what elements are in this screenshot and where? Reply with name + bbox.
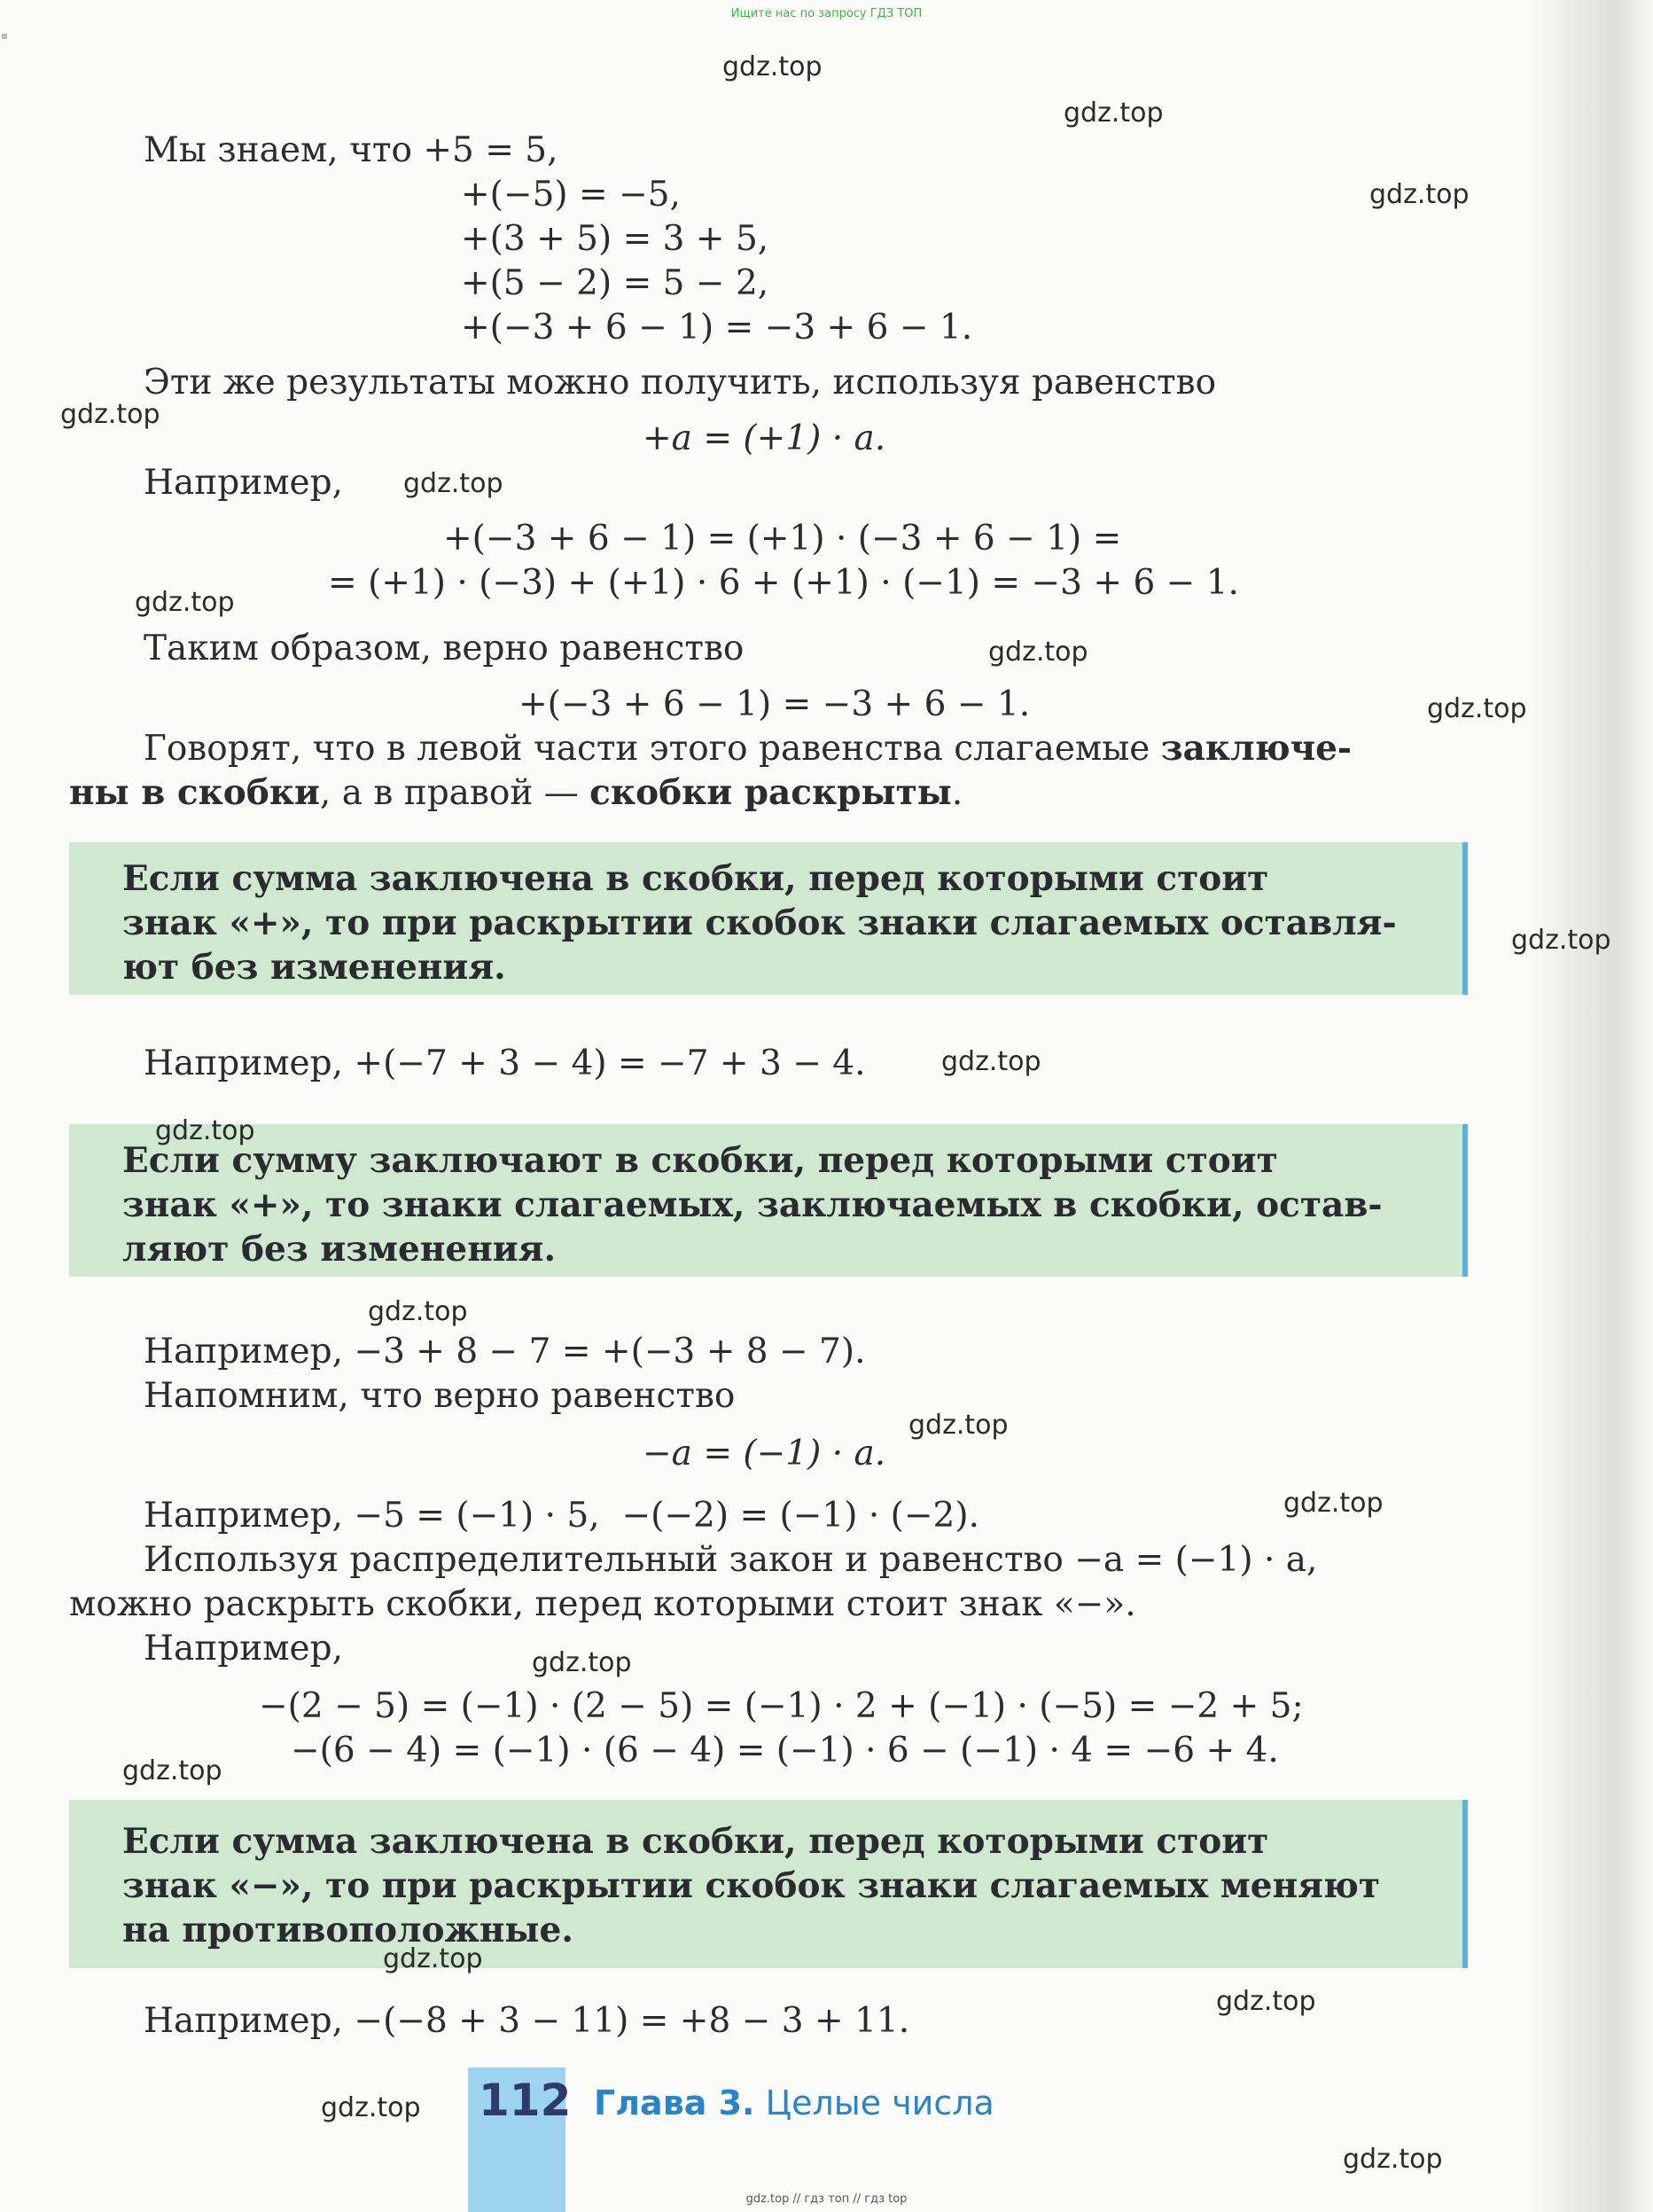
watermark: gdz.top: [122, 1755, 222, 1786]
watermark: gdz.top: [941, 1046, 1041, 1077]
bold-term: скобки раскрыты: [589, 772, 952, 813]
bottom-banner: gdz.top // гдз топ // гдз top: [745, 2192, 908, 2206]
rule-line: знак «+», то знаки слагаемых, заключаемых в скобки, остав-: [122, 1184, 1383, 1225]
text-line: Используя распределительный закон и равенство −a = (−1) · a,: [144, 1540, 1318, 1580]
rule-line: Если сумму заключают в скобки, перед которыми стоит: [122, 1140, 1278, 1181]
formula: −a = (−1) · a.: [643, 1434, 886, 1473]
watermark: gdz.top: [532, 1647, 632, 1678]
formula: +(−3 + 6 − 1) = (+1) · (−3 + 6 − 1) =: [443, 519, 1122, 559]
watermark: gdz.top: [135, 587, 235, 618]
text-span: , а в правой —: [319, 773, 590, 813]
text-line: Эти же результаты можно получить, используя равенство: [144, 363, 1217, 403]
text-line: Напомним, что верно равенство: [144, 1376, 736, 1416]
text-line: Например, −(−8 + 3 − 11) = +8 − 3 + 11.: [144, 2001, 910, 2041]
watermark: gdz.top: [1343, 2144, 1443, 2175]
watermark: gdz.top: [1216, 1986, 1316, 2017]
rule-box: [69, 1124, 1468, 1277]
rule-line: ляют без изменения.: [122, 1229, 557, 1270]
watermark: gdz.top: [321, 2092, 421, 2123]
scan-mark: [2, 34, 7, 39]
bold-term: заключе-: [1160, 728, 1353, 769]
watermark: gdz.top: [1511, 925, 1611, 956]
watermark: gdz.top: [60, 399, 160, 430]
text-line: +(−3 + 6 − 1) = −3 + 6 − 1.: [461, 308, 973, 348]
watermark: gdz.top: [403, 468, 503, 499]
watermark: gdz.top: [1427, 693, 1527, 724]
watermark: gdz.top: [722, 51, 823, 82]
formula: −(2 − 5) = (−1) · (2 − 5) = (−1) · 2 + (−1) · (−5) = −2 + 5;: [259, 1686, 1304, 1726]
watermark: gdz.top: [1369, 179, 1470, 210]
watermark: gdz.top: [988, 637, 1088, 668]
text-line: Например, +(−7 + 3 − 4) = −7 + 3 − 4.: [144, 1043, 866, 1083]
text-line: +(−5) = −5,: [461, 175, 681, 215]
text-span: Говорят, что в левой части этого равенства слагаемые: [144, 729, 1161, 769]
watermark: gdz.top: [908, 1410, 1009, 1441]
bold-term: ны в скобки: [69, 772, 320, 813]
rule-line: Если сумма заключена в скобки, перед которыми стоит: [122, 858, 1269, 899]
formula: = (+1) · (−3) + (+1) · 6 + (+1) · (−1) = −3 + 6 − 1.: [328, 563, 1239, 603]
page-edge-shadow: [1529, 0, 1653, 2212]
text-line: Например, −5 = (−1) · 5, −(−2) = (−1) · (−2).: [144, 1496, 979, 1536]
watermark: gdz.top: [368, 1296, 468, 1327]
text-line: Например, −3 + 8 − 7 = +(−3 + 8 − 7).: [144, 1332, 866, 1372]
text-span: .: [951, 773, 963, 813]
top-banner: Ищите нас по запросу ГДЗ ТОП: [730, 7, 923, 20]
rule-box: [69, 842, 1468, 995]
watermark: gdz.top: [155, 1115, 255, 1146]
text-line: Мы знаем, что +5 = 5,: [144, 130, 558, 170]
page-number: 112: [479, 2075, 572, 2126]
watermark: gdz.top: [383, 1943, 483, 1974]
rule-line: Если сумма заключена в скобки, перед которыми стоит: [122, 1821, 1269, 1862]
text-line: Например,: [144, 1629, 343, 1669]
formula: +a = (+1) · a.: [643, 418, 886, 458]
text-line: [69, 772, 963, 813]
watermark: gdz.top: [1283, 1488, 1384, 1519]
formula: −(6 − 4) = (−1) · (6 − 4) = (−1) · 6 − (−1) · 4 = −6 + 4.: [291, 1731, 1279, 1770]
rule-line: на противоположные.: [122, 1910, 573, 1950]
rule-line: знак «+», то при раскрытии скобок знаки слагаемых оставля-: [122, 903, 1397, 943]
chapter-title: Целые числа: [765, 2083, 994, 2122]
text-line: можно раскрыть скобки, перед которыми стоит знак «−».: [69, 1584, 1136, 1624]
text-line: Таким образом, верно равенство: [144, 629, 745, 668]
chapter-label: Глава 3.: [594, 2083, 755, 2122]
text-line: +(5 − 2) = 5 − 2,: [461, 263, 769, 303]
text-line: [144, 728, 1353, 769]
rule-line: ют без изменения.: [122, 947, 506, 988]
text-line: Например,: [144, 463, 343, 503]
chapter-heading: [594, 2083, 994, 2122]
formula: +(−3 + 6 − 1) = −3 + 6 − 1.: [519, 684, 1031, 724]
watermark: gdz.top: [1064, 98, 1164, 129]
text-line: +(3 + 5) = 3 + 5,: [461, 219, 769, 259]
rule-line: знак «−», то при раскрытии скобок знаки слагаемых меняют: [122, 1865, 1381, 1906]
rule-box: [69, 1800, 1468, 1968]
